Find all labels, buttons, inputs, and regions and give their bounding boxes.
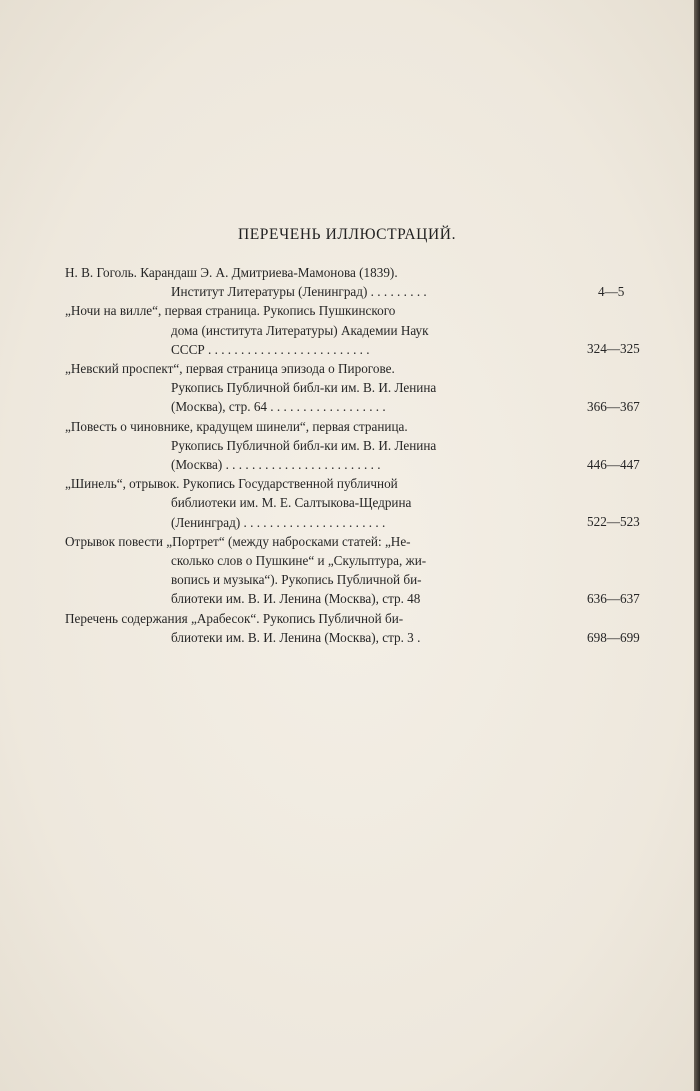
entry-line: „Невский проспект“, первая страница эпизода о Пирогове. <box>65 361 395 377</box>
page-edge <box>694 0 700 1091</box>
illustrations-list <box>65 263 640 647</box>
page-range: 4—5 <box>598 284 625 299</box>
page-range: 698—699 <box>587 629 640 645</box>
page-range: 366—367 <box>587 399 640 415</box>
list-item <box>65 474 640 532</box>
entry-line: (Москва) . . . . . . . . . . . . . . . . . . . . . . . . <box>171 457 381 473</box>
list-item <box>65 263 625 301</box>
page-range: 446—447 <box>587 456 640 472</box>
entry-line: вопись и музыка“). Рукопись Публичной би- <box>171 572 422 588</box>
entry-line: „Повесть о чиновнике, крадущем шинели“, первая страница. <box>65 418 408 434</box>
page-range: 522—523 <box>587 514 640 530</box>
entry-line: „Шинель“, отрывок. Рукопись Государственной публичной <box>65 476 398 492</box>
entry-line: Отрывок повести „Портрет“ (между набросками статей: „Не- <box>65 533 411 549</box>
entry-line: „Ночи на вилле“, первая страница. Рукопись Пушкинского <box>65 303 396 319</box>
list-item <box>65 301 640 359</box>
list-item <box>65 417 640 475</box>
entry-line: дома (института Литературы) Академии Наук <box>171 322 429 338</box>
page-title: ПЕРЕЧЕНЬ ИЛЛЮСТРАЦИЙ. <box>237 226 457 243</box>
entry-line: СССР . . . . . . . . . . . . . . . . . . . . . . . . . <box>171 341 370 357</box>
entry-line: (Ленинград) . . . . . . . . . . . . . . . . . . . . . . <box>171 514 386 530</box>
list-item <box>65 359 640 417</box>
entry-line: (Москва), стр. 64 . . . . . . . . . . . . . . . . . . <box>171 399 386 415</box>
entry-line: библиотеки им. М. Е. Салтыкова-Щедрина <box>171 495 412 511</box>
entry-line: блиотеки им. В. И. Ленина (Москва), стр. 3 . <box>171 629 421 645</box>
entry-line: Рукопись Публичной библ-ки им. В. И. Ленина <box>171 380 437 396</box>
entry-line: Институт Литературы (Ленинград) . . . . . . . . . <box>171 284 427 300</box>
entry-line: Перечень содержания „Арабесок“. Рукопись Публичной би- <box>65 610 404 626</box>
entry-line: блиотеки им. В. И. Ленина (Москва), стр. 48 <box>171 591 421 607</box>
entry-line: Н. В. Гоголь. Карандаш Э. А. Дмитриева-Мамонова (1839). <box>65 265 398 280</box>
page-range: 636—637 <box>587 590 640 606</box>
list-item <box>65 532 640 609</box>
entry-line: сколько слов о Пушкине“ и „Скульптура, жи- <box>171 553 427 569</box>
page-range: 324—325 <box>587 341 640 357</box>
entry-line: Рукопись Публичной библ-ки им. В. И. Ленина <box>171 437 437 453</box>
list-item <box>65 609 640 647</box>
